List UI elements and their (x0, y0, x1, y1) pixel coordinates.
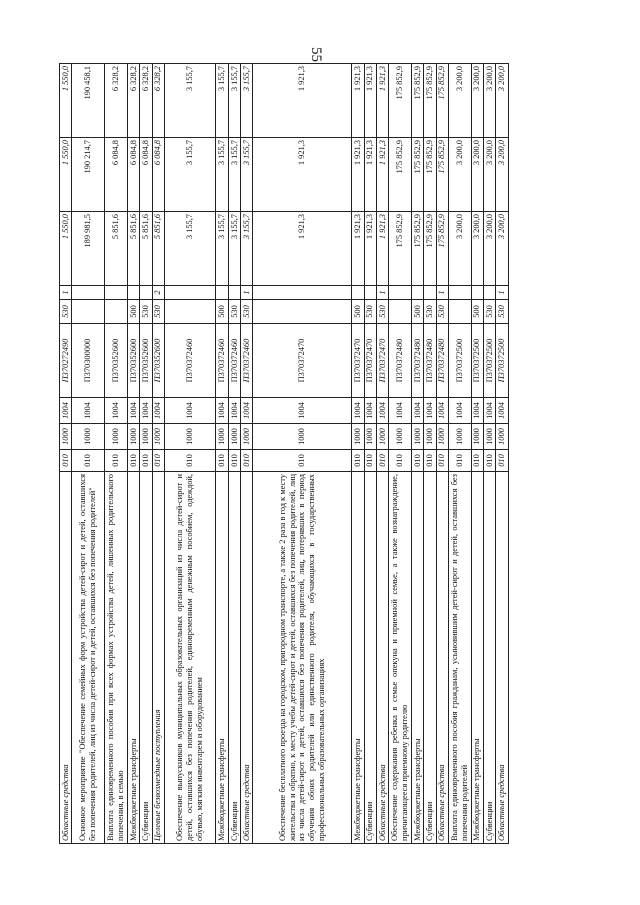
row-name: Областные средства (496, 472, 509, 844)
value-year-3: 1 921,3 (253, 64, 352, 138)
code-source (216, 286, 228, 300)
table-row (228, 64, 240, 844)
table-row (364, 64, 376, 844)
code-target-article: П370352600 (140, 324, 152, 398)
code-subsection: 1004 (72, 398, 105, 424)
code-target-article: П370372470 (253, 324, 352, 398)
code-target-article: П370372480 (436, 324, 448, 398)
value-year-2: 3 155,7 (228, 138, 240, 212)
code-grbs: 010 (484, 450, 496, 472)
code-subsection: 1004 (449, 398, 472, 424)
value-year-2: 190 214,7 (72, 138, 105, 212)
value-year-1: 1 550,0 (60, 212, 72, 286)
code-subsection: 1004 (389, 398, 412, 424)
row-name: Субвенции (364, 472, 376, 844)
value-year-1: 175 852,9 (412, 212, 424, 286)
value-year-3: 3 200,0 (449, 64, 472, 138)
code-expense-type: 530 (424, 300, 436, 324)
code-subsection: 1004 (253, 398, 352, 424)
value-year-1: 3 155,7 (164, 212, 215, 286)
code-grbs: 010 (471, 450, 483, 472)
code-section: 1000 (436, 424, 448, 450)
code-section: 1000 (449, 424, 472, 450)
table-row (484, 64, 496, 844)
code-expense-type: 530 (364, 300, 376, 324)
code-source (389, 286, 412, 300)
code-grbs: 010 (436, 450, 448, 472)
code-target-article: П370372500 (496, 324, 509, 398)
code-target-article: П370372470 (377, 324, 389, 398)
code-section: 1000 (241, 424, 253, 450)
code-grbs: 010 (127, 450, 139, 472)
code-subsection: 1004 (352, 398, 364, 424)
code-expense-type: 500 (216, 300, 228, 324)
row-name: Обеспечение бесплатного проезда на городском, пригородном транспорте, а также 2 раза в год к месту жительства и обратно, к месту учебы детей-сирот и детей, оставшихся без попечения родителей, лиц из числа детей-сирот и детей, оставшихся без попечения родителей, лиц, потерявших в период обучения обоих родителей или единственного родителя, обучающихся в государственных профессиональных образовательных организациях (253, 472, 352, 844)
table-row (377, 64, 389, 844)
code-expense-type (105, 300, 128, 324)
value-year-2: 3 155,7 (216, 138, 228, 212)
value-year-2: 175 852,9 (389, 138, 412, 212)
code-grbs: 010 (60, 450, 72, 472)
code-source (228, 286, 240, 300)
code-target-article: П370372480 (424, 324, 436, 398)
table-row (436, 64, 448, 844)
value-year-2: 3 200,0 (449, 138, 472, 212)
code-source: 1 (436, 286, 448, 300)
code-grbs: 010 (152, 450, 164, 472)
code-target-article: П370372500 (471, 324, 483, 398)
code-section: 1000 (364, 424, 376, 450)
row-name: Областные средства (241, 472, 253, 844)
value-year-2: 1 550,0 (60, 138, 72, 212)
code-expense-type: 530 (436, 300, 448, 324)
code-source: 2 (152, 286, 164, 300)
code-expense-type: 530 (377, 300, 389, 324)
value-year-3: 3 200,0 (471, 64, 483, 138)
code-section: 1000 (377, 424, 389, 450)
code-source (140, 286, 152, 300)
value-year-2: 175 852,9 (412, 138, 424, 212)
code-grbs: 010 (496, 450, 509, 472)
value-year-3: 175 852,9 (424, 64, 436, 138)
code-subsection: 1004 (164, 398, 215, 424)
row-name: Выплата единовременного пособия при всех формах устройства детей, лишенных родительского попечения, в семью (105, 472, 128, 844)
row-name: Областные средства (377, 472, 389, 844)
value-year-1: 1 921,3 (364, 212, 376, 286)
code-target-article: П370352600 (105, 324, 128, 398)
value-year-1: 3 200,0 (449, 212, 472, 286)
code-grbs: 010 (72, 450, 105, 472)
row-name: Обеспечение содержания ребенка в семье опекуна и приемной семье, а также вознаграждение, причитающееся приемному родителю (389, 472, 412, 844)
code-target-article: П370372480 (389, 324, 412, 398)
code-target-article: П370372460 (241, 324, 253, 398)
code-grbs: 010 (228, 450, 240, 472)
value-year-3: 3 155,7 (164, 64, 215, 138)
value-year-3: 175 852,9 (412, 64, 424, 138)
code-grbs: 010 (140, 450, 152, 472)
code-subsection: 1004 (105, 398, 128, 424)
value-year-3: 190 458,1 (72, 64, 105, 138)
code-subsection: 1004 (436, 398, 448, 424)
value-year-1: 3 200,0 (471, 212, 483, 286)
value-year-1: 5 851,6 (140, 212, 152, 286)
value-year-2: 6 084,8 (152, 138, 164, 212)
value-year-2: 6 084,8 (140, 138, 152, 212)
row-name: Областные средства (60, 472, 72, 844)
code-source: 1 (377, 286, 389, 300)
code-expense-type: 530 (484, 300, 496, 324)
page-number: 55 (308, 47, 325, 62)
code-section: 1000 (228, 424, 240, 450)
table-row (140, 64, 152, 844)
code-expense-type: 530 (496, 300, 509, 324)
code-expense-type: 500 (352, 300, 364, 324)
table-row (241, 64, 253, 844)
code-section: 1000 (164, 424, 215, 450)
value-year-2: 3 200,0 (471, 138, 483, 212)
code-source (484, 286, 496, 300)
value-year-1: 1 921,3 (377, 212, 389, 286)
code-grbs: 010 (424, 450, 436, 472)
table-row (412, 64, 424, 844)
value-year-2: 3 155,7 (241, 138, 253, 212)
code-target-article: П370352600 (127, 324, 139, 398)
code-source (364, 286, 376, 300)
code-section: 1000 (72, 424, 105, 450)
code-expense-type: 530 (152, 300, 164, 324)
code-grbs: 010 (216, 450, 228, 472)
code-subsection: 1004 (377, 398, 389, 424)
code-target-article: П370352600 (152, 324, 164, 398)
code-expense-type (449, 300, 472, 324)
value-year-3: 3 200,0 (496, 64, 509, 138)
code-source (127, 286, 139, 300)
value-year-3: 1 921,3 (364, 64, 376, 138)
value-year-3: 1 921,3 (352, 64, 364, 138)
code-source (449, 286, 472, 300)
code-grbs: 010 (412, 450, 424, 472)
code-expense-type: 530 (228, 300, 240, 324)
code-expense-type (164, 300, 215, 324)
code-grbs: 010 (449, 450, 472, 472)
code-section: 1000 (424, 424, 436, 450)
value-year-2: 175 852,9 (424, 138, 436, 212)
value-year-2: 1 921,3 (377, 138, 389, 212)
code-grbs: 010 (364, 450, 376, 472)
row-name: Субвенции (140, 472, 152, 844)
table-row (389, 64, 412, 844)
row-name: Межбюджетные трансферты (127, 472, 139, 844)
value-year-3: 175 852,9 (436, 64, 448, 138)
value-year-3: 1 921,3 (377, 64, 389, 138)
table-row (496, 64, 509, 844)
value-year-1: 1 921,3 (352, 212, 364, 286)
table-row (424, 64, 436, 844)
value-year-3: 6 328,2 (127, 64, 139, 138)
code-target-article: П370372480 (412, 324, 424, 398)
code-target-article: П370372470 (364, 324, 376, 398)
row-name: Субвенции (424, 472, 436, 844)
code-expense-type: 500 (471, 300, 483, 324)
value-year-2: 3 155,7 (164, 138, 215, 212)
code-expense-type: 530 (140, 300, 152, 324)
row-name: Выплата единовременного пособия гражданам, усыновившим детей-сирот и детей, оставшихся без попечения родителей (449, 472, 472, 844)
code-section: 1000 (60, 424, 72, 450)
value-year-2: 3 200,0 (484, 138, 496, 212)
code-source (72, 286, 105, 300)
value-year-1: 3 155,7 (216, 212, 228, 286)
code-grbs: 010 (241, 450, 253, 472)
code-grbs: 010 (389, 450, 412, 472)
code-expense-type: 500 (127, 300, 139, 324)
code-grbs: 010 (105, 450, 128, 472)
budget-table (59, 63, 509, 844)
table-row (60, 64, 72, 844)
code-source (105, 286, 128, 300)
row-name: Межбюджетные трансферты (352, 472, 364, 844)
row-name: Межбюджетные трансферты (412, 472, 424, 844)
code-section: 1000 (471, 424, 483, 450)
code-expense-type: 530 (241, 300, 253, 324)
code-source (412, 286, 424, 300)
code-section: 1000 (152, 424, 164, 450)
code-source (253, 286, 352, 300)
code-section: 1000 (253, 424, 352, 450)
code-section: 1000 (216, 424, 228, 450)
code-subsection: 1004 (424, 398, 436, 424)
row-name: Обеспечение выпускников муниципальных образовательных организаций из числа детей-сирот и детей, оставшихся без попечения родителей, единовременным денежным пособием, одеждой, обувью, мягким инвентарем и оборудованием (164, 472, 215, 844)
row-name: Субвенции (228, 472, 240, 844)
code-expense-type (72, 300, 105, 324)
code-subsection: 1004 (364, 398, 376, 424)
row-name: Целевые безвозмездные поступления (152, 472, 164, 844)
code-section: 1000 (389, 424, 412, 450)
code-section: 1000 (412, 424, 424, 450)
table-body (60, 64, 509, 844)
value-year-1: 189 981,5 (72, 212, 105, 286)
value-year-2: 175 852,9 (436, 138, 448, 212)
code-source (352, 286, 364, 300)
code-grbs: 010 (352, 450, 364, 472)
code-target-article: П370300000 (72, 324, 105, 398)
row-name: Межбюджетные трансферты (216, 472, 228, 844)
value-year-3: 3 155,7 (228, 64, 240, 138)
table-row (72, 64, 105, 844)
code-subsection: 1004 (241, 398, 253, 424)
value-year-1: 3 155,7 (228, 212, 240, 286)
table-row (471, 64, 483, 844)
code-subsection: 1004 (484, 398, 496, 424)
code-target-article: П370272490 (60, 324, 72, 398)
code-subsection: 1004 (127, 398, 139, 424)
value-year-3: 175 852,9 (389, 64, 412, 138)
table-row (105, 64, 128, 844)
value-year-3: 6 328,2 (152, 64, 164, 138)
code-source: 1 (496, 286, 509, 300)
code-target-article: П370372460 (164, 324, 215, 398)
rotated-table-container (59, 64, 509, 844)
row-name: Областные средства (436, 472, 448, 844)
table-row (152, 64, 164, 844)
value-year-3: 6 328,2 (140, 64, 152, 138)
code-section: 1000 (127, 424, 139, 450)
code-subsection: 1004 (216, 398, 228, 424)
code-target-article: П370372460 (228, 324, 240, 398)
code-source (164, 286, 215, 300)
value-year-1: 3 200,0 (496, 212, 509, 286)
value-year-2: 1 921,3 (352, 138, 364, 212)
value-year-2: 1 921,3 (253, 138, 352, 212)
code-source: 1 (241, 286, 253, 300)
code-section: 1000 (352, 424, 364, 450)
table-row (449, 64, 472, 844)
code-target-article: П370372500 (484, 324, 496, 398)
code-expense-type: 530 (60, 300, 72, 324)
value-year-3: 3 155,7 (241, 64, 253, 138)
code-subsection: 1004 (496, 398, 509, 424)
code-grbs: 010 (164, 450, 215, 472)
code-grbs: 010 (377, 450, 389, 472)
code-section: 1000 (105, 424, 128, 450)
value-year-2: 6 084,8 (127, 138, 139, 212)
code-grbs: 010 (253, 450, 352, 472)
code-subsection: 1004 (471, 398, 483, 424)
value-year-3: 1 550,0 (60, 64, 72, 138)
code-section: 1000 (140, 424, 152, 450)
code-section: 1000 (496, 424, 509, 450)
code-subsection: 1004 (412, 398, 424, 424)
row-name: Межбюджетные трансферты (471, 472, 483, 844)
value-year-1: 175 852,9 (424, 212, 436, 286)
code-expense-type (389, 300, 412, 324)
value-year-1: 1 921,3 (253, 212, 352, 286)
value-year-1: 5 851,6 (105, 212, 128, 286)
row-name: Субвенции (484, 472, 496, 844)
value-year-1: 5 851,6 (152, 212, 164, 286)
value-year-2: 6 084,8 (105, 138, 128, 212)
code-subsection: 1004 (152, 398, 164, 424)
code-expense-type: 500 (412, 300, 424, 324)
table-row (352, 64, 364, 844)
table-row (164, 64, 215, 844)
value-year-3: 3 200,0 (484, 64, 496, 138)
code-section: 1000 (484, 424, 496, 450)
value-year-1: 175 852,9 (436, 212, 448, 286)
code-subsection: 1004 (228, 398, 240, 424)
code-target-article: П370372470 (352, 324, 364, 398)
value-year-1: 175 852,9 (389, 212, 412, 286)
value-year-3: 6 328,2 (105, 64, 128, 138)
code-subsection: 1004 (140, 398, 152, 424)
row-name: Основное мероприятие "Обеспечение семейных форм устройства детей-сирот и детей, оставшихся без попечения родителей, лиц из числа детей-сирот и детей, оставшихся без попечения родителей" (72, 472, 105, 844)
value-year-1: 3 200,0 (484, 212, 496, 286)
value-year-1: 3 155,7 (241, 212, 253, 286)
code-source: 1 (60, 286, 72, 300)
code-expense-type (253, 300, 352, 324)
value-year-2: 3 200,0 (496, 138, 509, 212)
value-year-3: 3 155,7 (216, 64, 228, 138)
table-row (127, 64, 139, 844)
code-target-article: П370372460 (216, 324, 228, 398)
code-source (471, 286, 483, 300)
code-subsection: 1004 (60, 398, 72, 424)
table-row (253, 64, 352, 844)
code-target-article: П370372500 (449, 324, 472, 398)
table-row (216, 64, 228, 844)
value-year-2: 1 921,3 (364, 138, 376, 212)
value-year-1: 5 851,6 (127, 212, 139, 286)
code-source (424, 286, 436, 300)
